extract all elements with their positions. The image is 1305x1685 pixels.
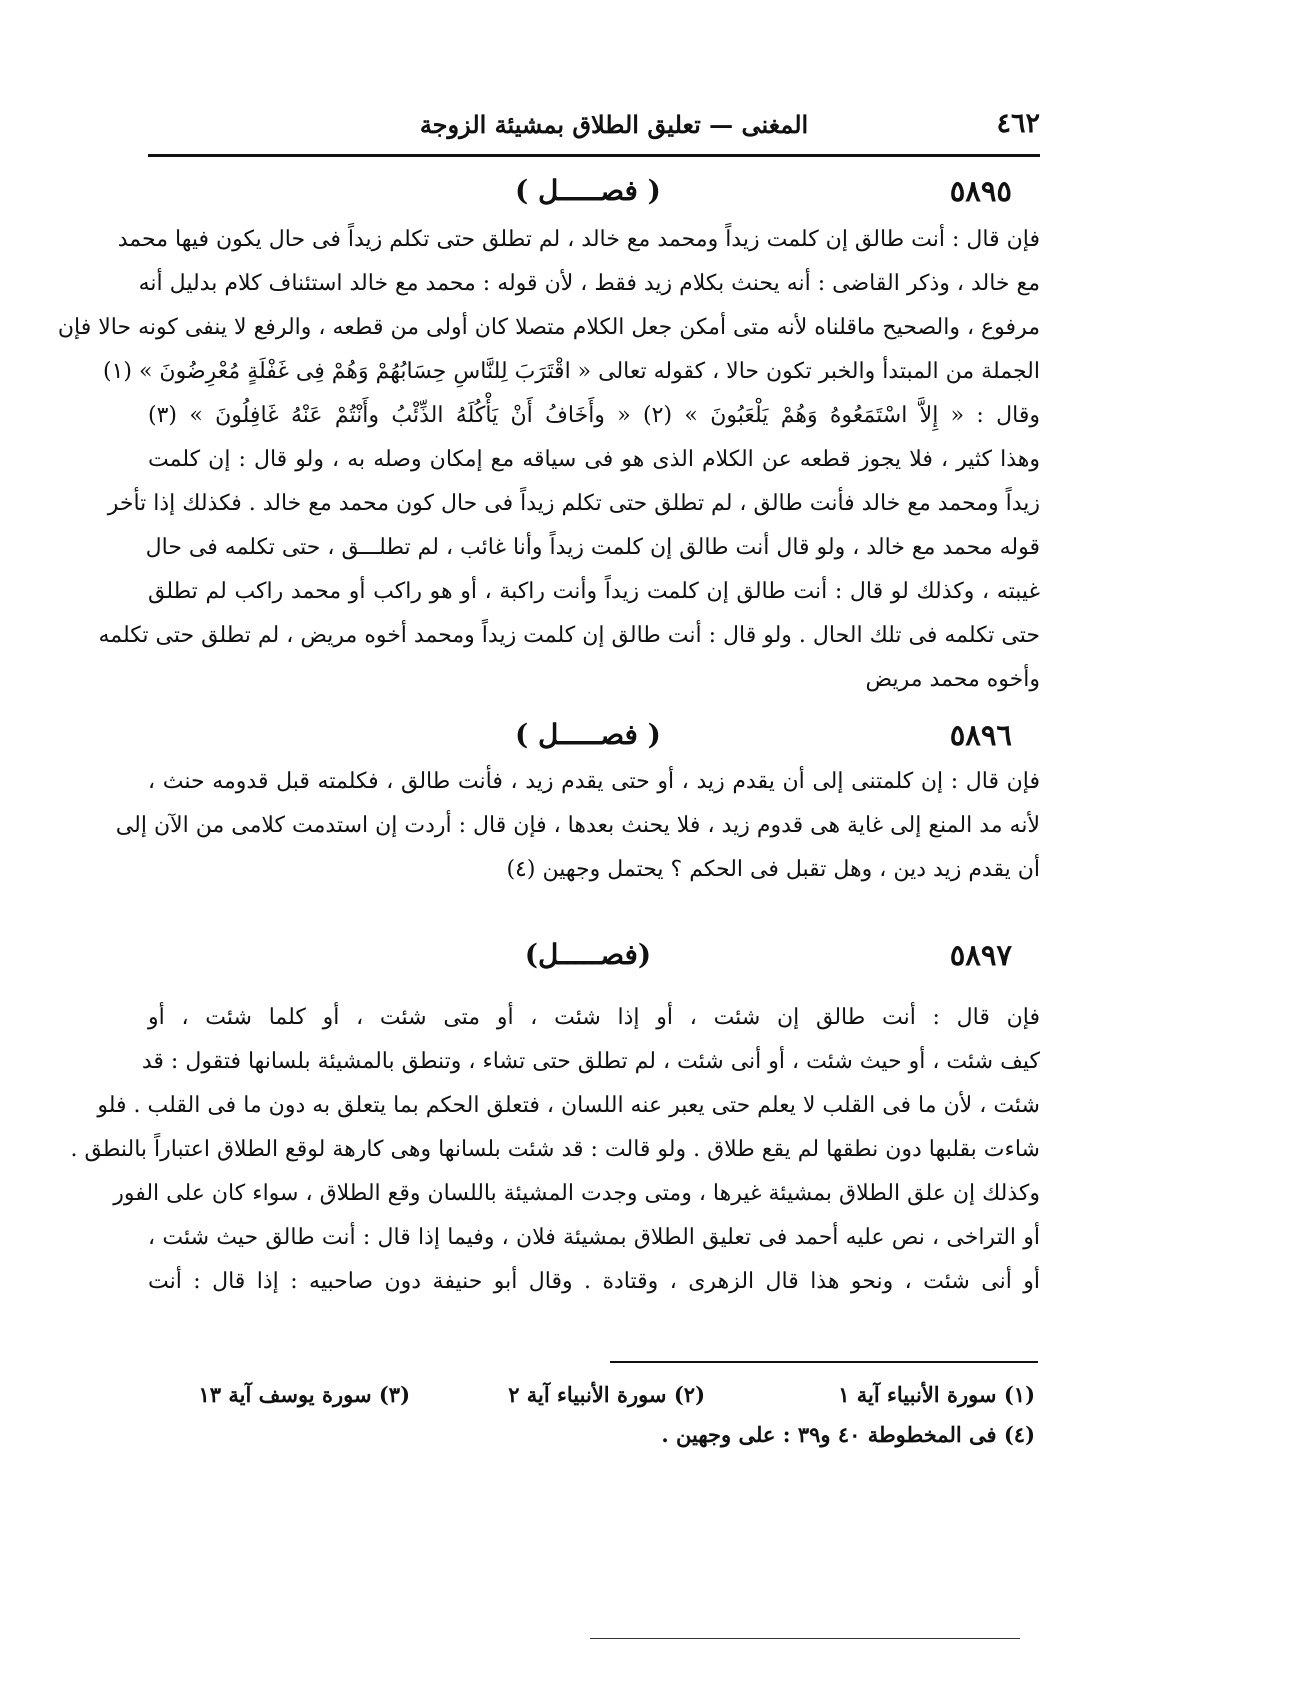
running-header [148,104,1040,157]
section-label: (فصـــــل) [524,938,652,971]
text-line: وهذا كثير ، فلا يجوز قطعه عن الكلام الذى هو فى سياقه مع إمكان وصله به ، ولو قال : إن كلمت [148,447,1040,472]
footnote-divider [610,1361,1038,1363]
text-line: فإن قال : أنت طالق إن شئت ، أو إذا شئت ، أو متى شئت ، أو كلما شئت ، أو [148,1005,1040,1030]
text-line: وأخوه محمد مريض [865,667,1040,692]
section-body-5895 [57,218,1041,702]
text-line: فإن قال : إن كلمتنى إلى أن يقدم زيد ، أو حتى يقدم زيد ، فأنت طالق ، فكلمته قبل قدومه حنث ، [148,769,1040,794]
footnote-row [148,1375,1040,1415]
text-line: حتى تكلمه فى تلك الحال . ولو قال : أنت طالق إن كلمت زيداً ومحمد أخوه مريض ، لم تطلق حتى تكلمه [98,623,1040,648]
text-line: شاءت بقلبها دون نطقها لم يقع طلاق . ولو قالت : قد شئت بلسانها وهى كارهة لوقع الطلاق اعتباراً بالنطق . [70,1137,1040,1162]
text-line: أن يقدم زيد دين ، وهل تقبل فى الحكم ؟ يحتمل وجهين (٤) [506,857,1040,882]
section-label: ( فصـــــل ) [515,174,661,207]
footnotes [148,1375,1040,1455]
bottom-divider [590,1638,1020,1639]
footnote-2: (٢) سورة الأنبياء آية ٢ [508,1382,705,1407]
text-line: كيف شئت ، أو حيث شئت ، أو أنى شئت ، لم تطلق حتى تشاء ، وتنطق بالمشيئة بلسانها فتقول : قد [141,1049,1040,1074]
running-title: المغنى — تعليق الطلاق بمشيئة الزوجة [419,110,809,139]
text-line: الجملة من المبتدأ والخبر تكون حالا ، كقوله تعالى « اقْتَرَبَ لِلنَّاسِ حِسَابُهُمْ وَهُمْ فِى غَفْلَةٍ مُعْرِضُونَ » (١) [102,359,1040,384]
text-line: زيداً ومحمد مع خالد فأنت طالق ، لم تطلق حتى تكلم زيداً فى حال كون محمد مع خالد . فكذلك إذا تأخر [107,491,1040,516]
section-heading-5896 [148,716,1040,758]
text-line: لأنه مد المنع إلى غاية هى قدوم زيد ، فلا يحنث بعدها ، فإن قال : أردت إن استدمت كلامى من الآن إلى [115,813,1040,838]
text-line: وكذلك إن علق الطلاق بمشيئة غيرها ، ومتى وجدت المشيئة باللسان وقع الطلاق ، سواء كان على الفور [113,1181,1040,1206]
page-number: ٤٦٢ [996,108,1040,139]
footnote-row [148,1415,1040,1455]
text-line: أو التراخى ، نص عليه أحمد فى تعليق الطلاق بمشيئة فلان ، وفيما إذا قال : أنت طالق حيث شئت ، [148,1225,1040,1250]
section-body-5897 [70,996,1040,1304]
text-line: فإن قال : أنت طالق إن كلمت زيداً ومحمد مع خالد ، لم تطلق حتى تكلم زيداً فى حال يكون فيها محمد [117,227,1040,252]
text-line: أو أنى شئت ، ونحو هذا قال الزهرى ، وقتادة . وقال أبو حنيفة دون صاحبيه : إذا قال : أنت [148,1269,1040,1294]
section-number: ٥٨٩٦ [949,718,1012,752]
section-number: ٥٨٩٥ [949,174,1012,208]
footnote-1: (١) سورة الأنبياء آية ١ [838,1382,1035,1407]
footnote-3: (٣) سورة يوسف آية ١٣ [198,1382,410,1407]
section-heading-5895 [148,172,1040,214]
section-label: ( فصـــــل ) [515,718,661,751]
footnote-4: (٤) فى المخطوطة ٤٠ و٣٩ : على وجهين . [661,1422,1035,1447]
text-line: شئت ، لأن ما فى القلب لا يعلم حتى يعبر عنه اللسان ، فتعلق الحكم بما يتعلق به دون ما فى القلب . فلو [97,1093,1040,1118]
text-line: قوله محمد مع خالد ، ولو قال أنت طالق إن كلمت زيداً وأنا غائب ، لم تطلـــق ، حتى تكلمه فى حال [145,535,1040,560]
text-line: مرفوع ، والصحيح ماقلناه لأنه متى أمكن جعل الكلام متصلا كان أولى من قطعه ، والرفع لا ينفى كونه حالا فإن [57,315,1040,340]
section-heading-5897 [148,936,1040,978]
section-number: ٥٨٩٧ [949,938,1012,972]
section-body-5896 [115,760,1040,892]
text-line: وقال : « إِلاَّ اسْتَمَعُوهُ وَهُمْ يَلْعَبُونَ » (٢) « وأَخَافُ أَنْ يَأْكُلَهُ الذِّئْبُ وأَنْتُمْ عَنْهُ غَافِلُونَ » (٣) [148,403,1041,428]
text-line: مع خالد ، وذكر القاضى : أنه يحنث بكلام زيد فقط ، لأن قوله : محمد مع خالد استئناف كلام بدليل أنه [138,271,1040,296]
text-line: غيبته ، وكذلك لو قال : أنت طالق إن كلمت زيداً وأنت راكبة ، أو هو راكب أو محمد راكب لم تطلق [148,579,1040,604]
